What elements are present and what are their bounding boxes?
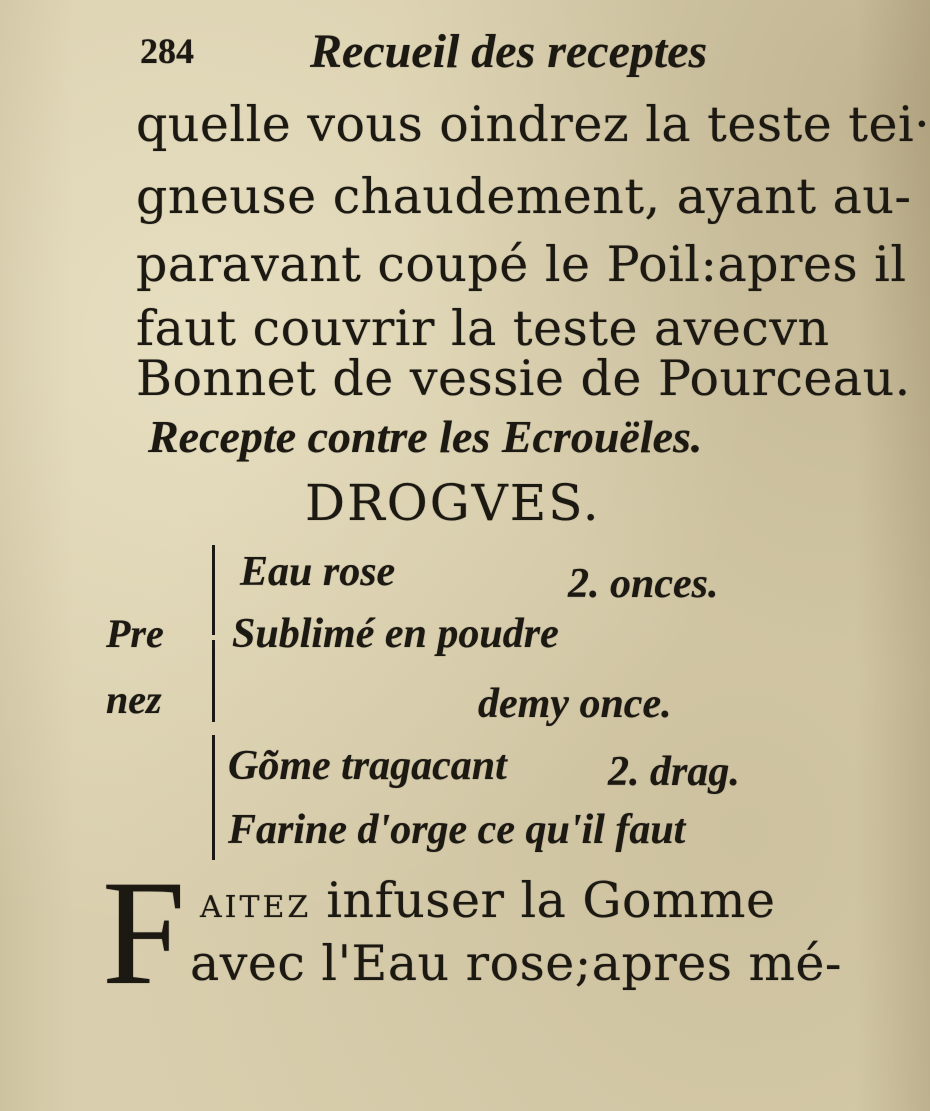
- paragraph-line-1: [200, 872, 775, 929]
- recipe-title: Recepte contre les Ecrouëles.: [148, 411, 703, 462]
- ingredient-quantity: demy once.: [478, 681, 672, 727]
- ingredient-quantity: 2. drag.: [608, 749, 740, 795]
- paragraph-line-1-text: infuser la Gomme: [326, 872, 776, 929]
- body-line-5: Bonnet de vessie de Pourceau.: [136, 350, 911, 407]
- brace-rule-bottom: [212, 735, 215, 860]
- body-line-4: faut couvrir la teste avecvn: [136, 300, 830, 357]
- brace-rule-top: [212, 545, 215, 635]
- ingredient-quantity: 2. onces.: [568, 561, 719, 607]
- page-number: 284: [140, 31, 194, 71]
- section-heading: DROGVES.: [305, 474, 601, 532]
- running-title: Recueil des receptes: [310, 25, 708, 78]
- body-line-3: paravant coupé le Poil:apres il: [136, 236, 907, 293]
- prenez-word-part-2: nez: [106, 677, 162, 722]
- brace-rule-middle: [212, 640, 215, 722]
- paragraph-line-2: avec l'Eau rose;apres mé-: [190, 935, 842, 992]
- first-word-small-caps: AITEZ: [200, 890, 312, 925]
- ingredient-name: Gõme tragacant: [228, 743, 507, 789]
- drop-cap: F: [102, 850, 186, 1016]
- body-line-1: quelle vous oindrez la teste tei·: [136, 96, 930, 153]
- ingredient-name: Farine d'orge ce qu'il faut: [228, 807, 686, 853]
- prenez-word-part-1: Pre: [106, 611, 164, 656]
- body-line-2: gneuse chaudement, ayant au-: [136, 168, 912, 225]
- ingredient-name: Eau rose: [240, 549, 396, 595]
- ingredient-name: Sublimé en poudre: [232, 611, 559, 657]
